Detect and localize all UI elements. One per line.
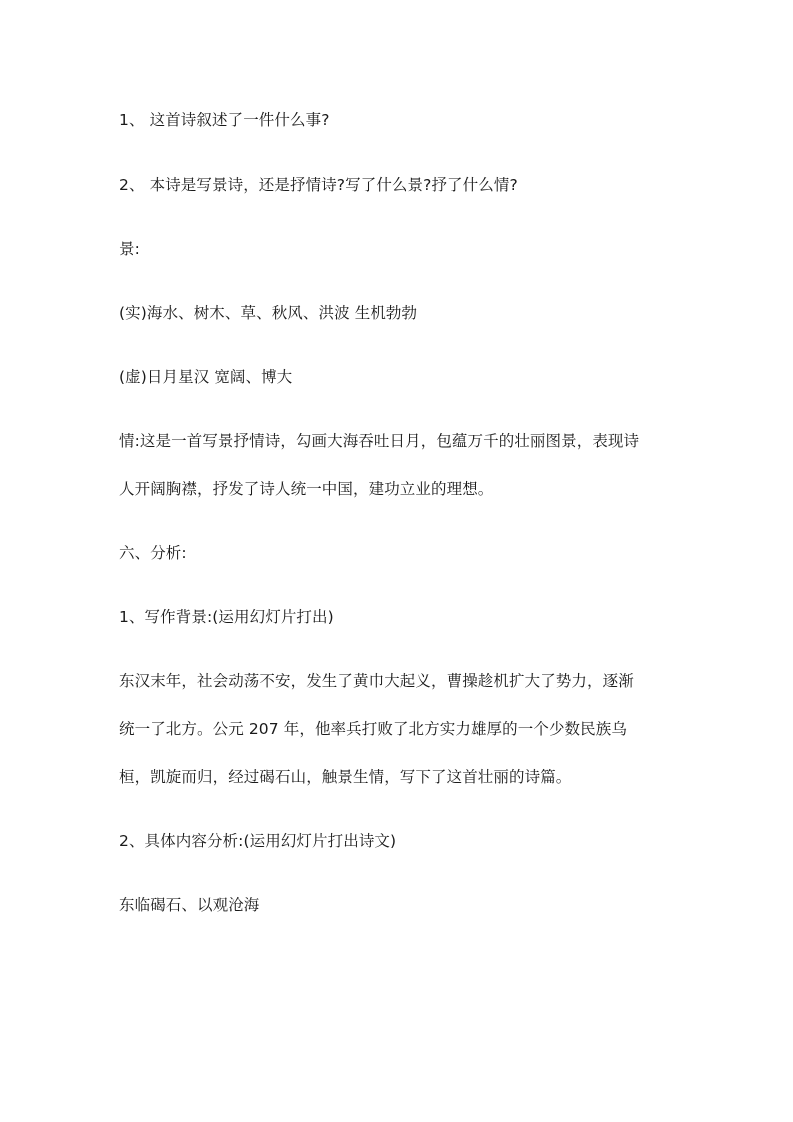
background-paragraph-line-3: 桓，凯旋而归，经过碣石山，触景生情，写下了这首壮丽的诗篇。 <box>119 768 572 786</box>
question-1: 1、 这首诗叙述了一件什么事? <box>119 111 330 129</box>
virtual-scenery-line: (虚)日月星汉 宽阔、博大 <box>119 368 293 386</box>
section-heading-analysis: 六、分析: <box>119 544 187 562</box>
question-2: 2、 本诗是写景诗，还是抒情诗?写了什么景?抒了什么情? <box>119 176 518 194</box>
background-heading: 1、写作背景:(运用幻灯片打出) <box>119 608 334 626</box>
background-paragraph-line-2: 统一了北方。公元 207 年，他率兵打败了北方实力雄厚的一个少数民族乌 <box>119 720 627 738</box>
emotion-paragraph-line-1: 情:这是一首写景抒情诗，勾画大海吞吐日月，包蕴万千的壮丽图景，表现诗 <box>119 432 640 450</box>
poem-line: 东临碣石、以观沧海 <box>119 896 260 914</box>
emotion-paragraph-line-2: 人开阔胸襟，抒发了诗人统一中国，建功立业的理想。 <box>119 480 494 498</box>
content-analysis-heading: 2、具体内容分析:(运用幻灯片打出诗文) <box>119 832 397 850</box>
real-scenery-line: (实)海水、树木、草、秋风、洪波 生机勃勃 <box>119 304 418 322</box>
background-paragraph-line-1: 东汉末年，社会动荡不安，发生了黄巾大起义，曹操趁机扩大了势力，逐渐 <box>119 672 634 690</box>
scenery-heading: 景: <box>119 240 140 258</box>
